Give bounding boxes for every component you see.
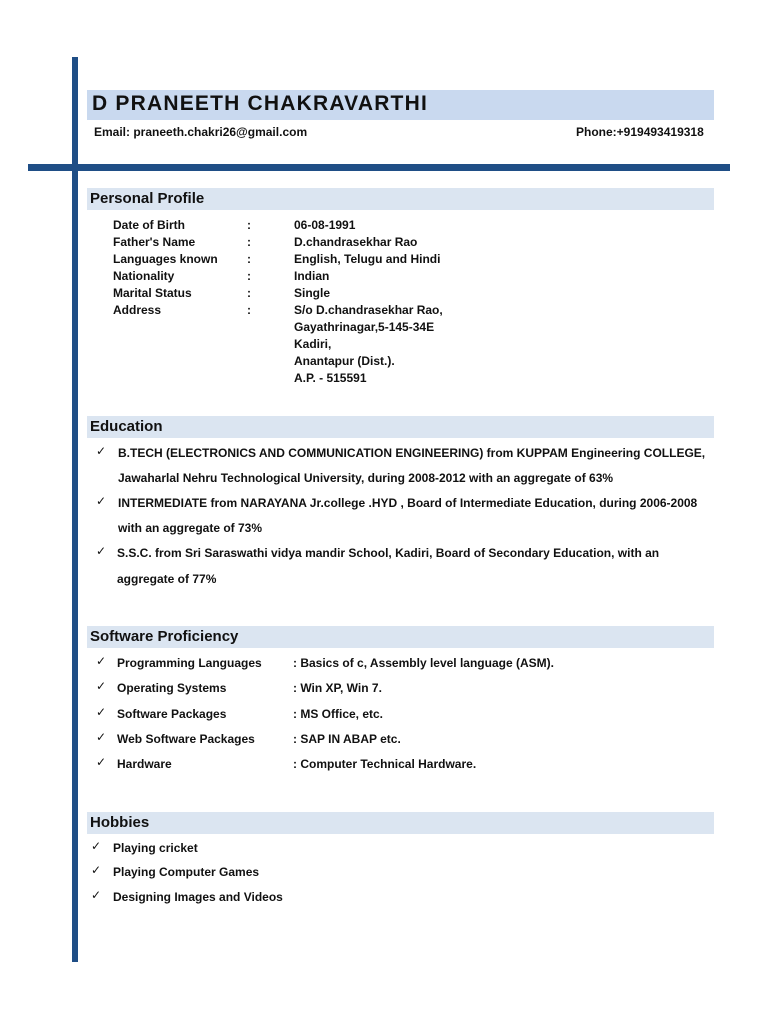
- section-header-software: [87, 626, 714, 648]
- skill-label: Operating Systems: [117, 681, 227, 695]
- checkmark-icon: ✓: [96, 444, 107, 458]
- section-title: Education: [90, 418, 163, 435]
- checkmark-icon: ✓: [96, 654, 107, 668]
- profile-label: [113, 353, 247, 370]
- profile-row: [113, 319, 594, 336]
- profile-value: English, Telugu and Hindi: [294, 252, 441, 266]
- profile-label: Date of Birth: [113, 218, 185, 232]
- profile-value: D.chandrasekhar Rao: [294, 235, 418, 249]
- skill-value: : Win XP, Win 7.: [293, 681, 382, 695]
- profile-separator: [247, 319, 294, 336]
- profile-label: [113, 370, 247, 387]
- skill-label: Software Packages: [117, 707, 227, 721]
- header-horizontal-rule: [28, 164, 730, 171]
- checkmark-icon: ✓: [91, 863, 102, 877]
- skill-value: : Basics of c, Assembly level language (ASM).: [293, 656, 554, 670]
- checkmark-icon: ✓: [96, 544, 107, 558]
- section-title: Software Proficiency: [90, 628, 239, 645]
- profile-separator: :: [247, 286, 251, 300]
- profile-separator: :: [247, 218, 251, 232]
- checkmark-icon: ✓: [96, 494, 107, 508]
- profile-row: [113, 370, 594, 387]
- name-banner: [87, 90, 714, 120]
- profile-label: Address: [113, 303, 162, 317]
- profile-separator: :: [247, 235, 251, 249]
- candidate-name: D PRANEETH CHAKRAVARTHI: [92, 92, 428, 115]
- checkmark-icon: ✓: [91, 888, 102, 902]
- skill-label: Programming Languages: [117, 656, 262, 670]
- checkmark-icon: ✓: [96, 755, 107, 769]
- profile-label: Languages known: [113, 252, 218, 266]
- education-line: aggregate of 77%: [117, 572, 217, 586]
- section-header-profile: [87, 188, 714, 210]
- hobby-item: Playing cricket: [113, 841, 198, 855]
- education-line: with an aggregate of 73%: [118, 521, 263, 535]
- hobby-item: Playing Computer Games: [113, 865, 260, 879]
- checkmark-icon: ✓: [96, 705, 107, 719]
- profile-row: [113, 268, 594, 285]
- section-header-education: [87, 416, 714, 438]
- profile-row: [113, 217, 594, 234]
- profile-row: [113, 302, 594, 319]
- profile-value: Gayathrinagar,5-145-34E: [294, 320, 435, 334]
- skill-label: Hardware: [117, 757, 172, 771]
- profile-label: [113, 319, 247, 336]
- email-text: Email: praneeth.chakri26@gmail.com: [94, 125, 308, 139]
- profile-label: Nationality: [113, 269, 175, 283]
- profile-separator: [247, 353, 294, 370]
- education-line: S.S.C. from Sri Saraswathi vidya mandir School, Kadiri, Board of Secondary Education, with an: [117, 546, 660, 560]
- profile-separator: [247, 336, 294, 353]
- profile-value: Kadiri,: [294, 337, 332, 351]
- profile-value: S/o D.chandrasekhar Rao,: [294, 303, 443, 317]
- profile-row: [113, 234, 594, 251]
- checkmark-icon: ✓: [96, 679, 107, 693]
- profile-row: [113, 336, 594, 353]
- profile-value: Anantapur (Dist.).: [294, 354, 395, 368]
- profile-separator: :: [247, 303, 251, 317]
- checkmark-icon: ✓: [96, 730, 107, 744]
- checkmark-icon: ✓: [91, 839, 102, 853]
- profile-row: [113, 353, 594, 370]
- education-line: INTERMEDIATE from NARAYANA Jr.college .HYD , Board of Intermediate Education, during 2006-2008: [118, 496, 698, 510]
- profile-table: [113, 217, 594, 387]
- section-title: Personal Profile: [90, 190, 205, 207]
- hobby-item: Designing Images and Videos: [113, 890, 283, 904]
- phone-text: Phone:+919493419318: [576, 125, 704, 139]
- profile-separator: [247, 370, 294, 387]
- education-line: B.TECH (ELECTRONICS AND COMMUNICATION ENGINEERING) from KUPPAM Engineering COLLEGE,: [118, 446, 706, 460]
- profile-label: [113, 336, 247, 353]
- education-line: Jawaharlal Nehru Technological University, during 2008-2012 with an aggregate of 63%: [118, 471, 614, 485]
- profile-label: Marital Status: [113, 286, 192, 300]
- profile-row: [113, 251, 594, 268]
- profile-value: Single: [294, 286, 331, 300]
- profile-label: Father's Name: [113, 235, 196, 249]
- skill-label: Web Software Packages: [117, 732, 255, 746]
- skill-value: : Computer Technical Hardware.: [293, 757, 477, 771]
- profile-row: [113, 285, 594, 302]
- section-header-hobbies: [87, 812, 714, 834]
- section-title: Hobbies: [90, 814, 150, 831]
- profile-separator: :: [247, 269, 251, 283]
- profile-value: 06-08-1991: [294, 218, 356, 232]
- profile-value: Indian: [294, 269, 330, 283]
- left-vertical-rule: [72, 57, 78, 962]
- profile-separator: :: [247, 252, 251, 266]
- skill-value: : MS Office, etc.: [293, 707, 384, 721]
- skill-value: : SAP IN ABAP etc.: [293, 732, 401, 746]
- profile-value: A.P. - 515591: [294, 371, 367, 385]
